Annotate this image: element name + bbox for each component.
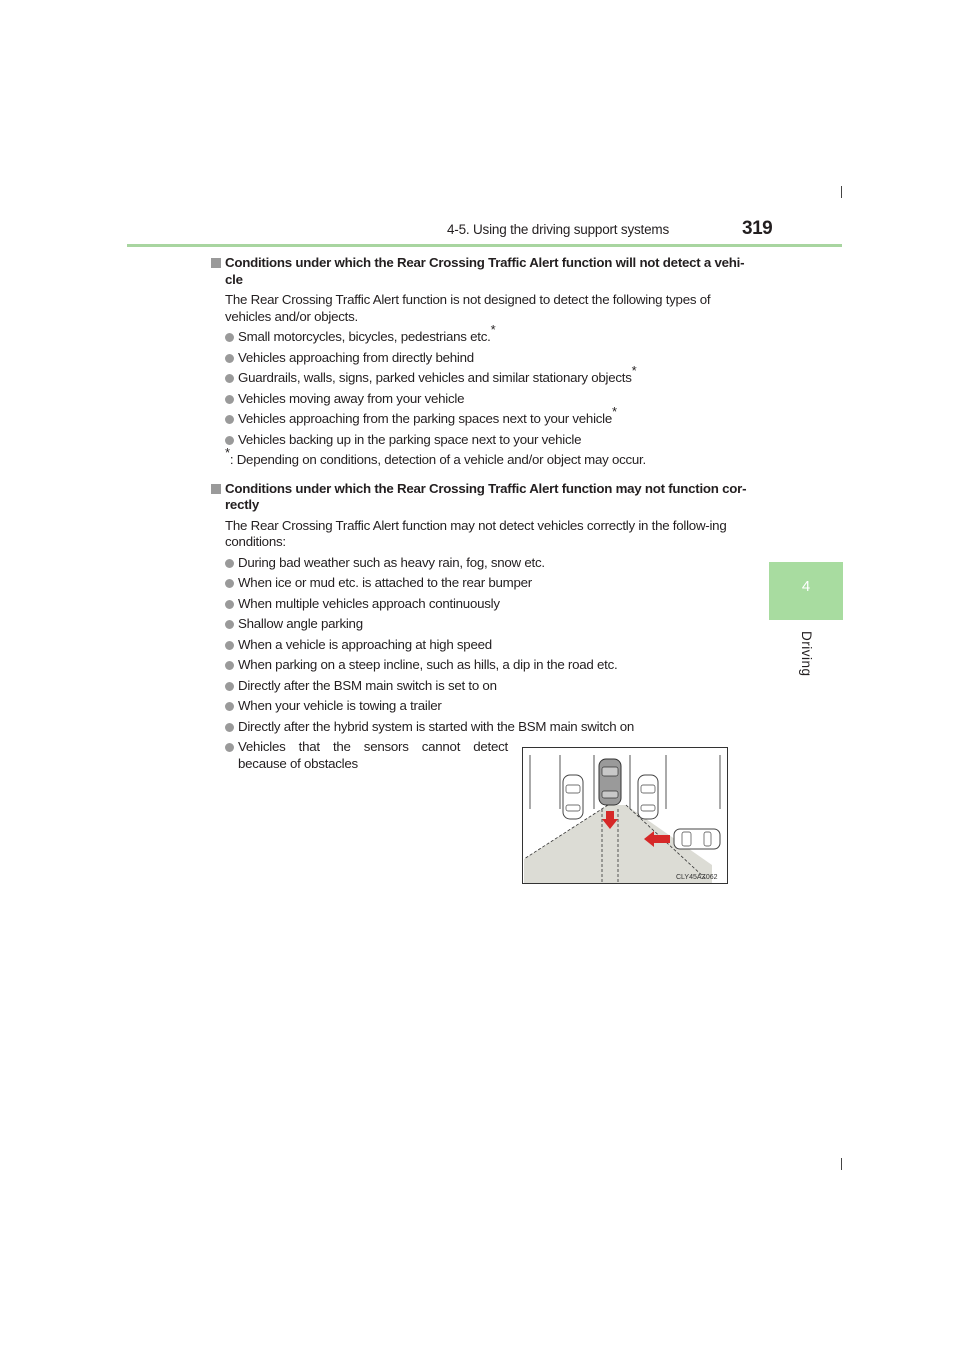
list-item xyxy=(211,391,759,408)
list-item-text: When your vehicle is towing a trailer xyxy=(238,698,442,713)
circle-bullet-icon xyxy=(225,354,234,363)
circle-bullet-icon xyxy=(225,702,234,711)
list-item xyxy=(211,321,759,346)
footnote-text: : Depending on conditions, detection of a vehicle and/or object may occur. xyxy=(229,452,646,467)
list-item-text: Vehicles moving away from your vehicle xyxy=(238,390,465,406)
footnote-mark: * xyxy=(225,444,230,460)
list-item-text: Vehicles approaching from directly behind xyxy=(238,349,474,365)
own-vehicle xyxy=(599,759,621,805)
list-item-text: When ice or mud etc. is attached to the rear bumper xyxy=(238,575,532,590)
circle-bullet-icon xyxy=(225,374,234,383)
section-title xyxy=(211,481,759,514)
circle-bullet-icon xyxy=(225,661,234,670)
asterisk-mark: * xyxy=(490,321,496,337)
list-item-text: When multiple vehicles approach continuously xyxy=(238,595,500,611)
square-bullet-icon xyxy=(211,484,221,494)
list-item-text: When parking on a steep incline, such as hills, a dip in the road etc. xyxy=(238,657,618,672)
list-item xyxy=(211,719,759,736)
square-bullet-icon xyxy=(211,258,221,268)
list-item-text: Vehicles backing up in the parking space next to your vehicle xyxy=(238,431,582,447)
list-item xyxy=(211,432,759,449)
list-item-text: Guardrails, walls, signs, parked vehicles and similar stationary objects xyxy=(238,370,632,385)
crop-mark-bottom xyxy=(841,1158,842,1170)
circle-bullet-icon xyxy=(225,579,234,588)
circle-bullet-icon xyxy=(225,620,234,629)
circle-bullet-icon xyxy=(225,436,234,445)
list-item-text: Small motorcycles, bicycles, pedestrians etc. xyxy=(238,329,491,344)
list-item-text: Directly after the hybrid system is started with the BSM main switch on xyxy=(238,718,635,734)
page-number: 319 xyxy=(742,218,773,239)
running-header: 4-5. Using the driving support systems xyxy=(447,222,669,237)
section-title-text: Conditions under which the Rear Crossing Traffic Alert function may not function cor-rectly xyxy=(225,480,747,512)
circle-bullet-icon xyxy=(225,395,234,404)
list-item xyxy=(211,575,759,592)
section-title xyxy=(211,255,759,288)
list-item-text: Vehicles approaching from the parking spaces next to your vehicle xyxy=(238,411,613,426)
circle-bullet-icon xyxy=(225,333,234,342)
circle-bullet-icon xyxy=(225,641,234,650)
chapter-label: Driving xyxy=(799,631,814,677)
list-item-text: Shallow angle parking xyxy=(238,616,363,631)
header-rule xyxy=(127,244,842,247)
parked-car-right xyxy=(638,775,658,819)
parking-illustration xyxy=(522,747,728,884)
list-item xyxy=(211,555,759,572)
section-title-text: Conditions under which the Rear Crossing Traffic Alert function will not detect a vehi-cle xyxy=(225,255,745,287)
approaching-vehicle xyxy=(674,829,720,849)
list-item xyxy=(211,657,759,674)
footnote xyxy=(211,444,759,469)
crop-mark-top xyxy=(841,186,842,198)
list-item xyxy=(211,616,759,633)
list-item-text: Directly after the BSM main switch is set to on xyxy=(238,677,497,693)
list-item xyxy=(211,698,759,715)
asterisk-mark: * xyxy=(612,403,617,419)
list-item-text: During bad weather such as heavy rain, fog, snow etc. xyxy=(238,554,545,570)
circle-bullet-icon xyxy=(225,743,234,752)
asterisk-mark: * xyxy=(631,362,637,378)
list-item xyxy=(211,403,759,428)
section-intro: The Rear Crossing Traffic Alert function may not detect vehicles correctly in the follow-ing conditions: xyxy=(225,517,727,549)
chapter-number: 4 xyxy=(801,578,811,595)
list-item xyxy=(211,678,759,695)
list-item xyxy=(211,362,759,387)
circle-bullet-icon xyxy=(225,559,234,568)
figure-code: CLY45AZ062 xyxy=(676,874,718,881)
list-item xyxy=(211,637,759,654)
section-intro: The Rear Crossing Traffic Alert function is not designed to detect the following types of vehicles and/or objects. xyxy=(225,292,711,324)
chapter-tab xyxy=(769,562,843,620)
list-item-line: because of obstacles xyxy=(238,755,358,771)
circle-bullet-icon xyxy=(225,600,234,609)
list-item xyxy=(211,596,759,613)
circle-bullet-icon xyxy=(225,682,234,691)
parked-car-left xyxy=(563,775,583,819)
list-item-line: Vehicles that the sensors cannot detect xyxy=(238,739,508,754)
list-item xyxy=(211,350,759,367)
circle-bullet-icon xyxy=(225,415,234,424)
circle-bullet-icon xyxy=(225,723,234,732)
list-item-text: When a vehicle is approaching at high speed xyxy=(238,636,492,652)
list-item-text xyxy=(238,739,508,772)
